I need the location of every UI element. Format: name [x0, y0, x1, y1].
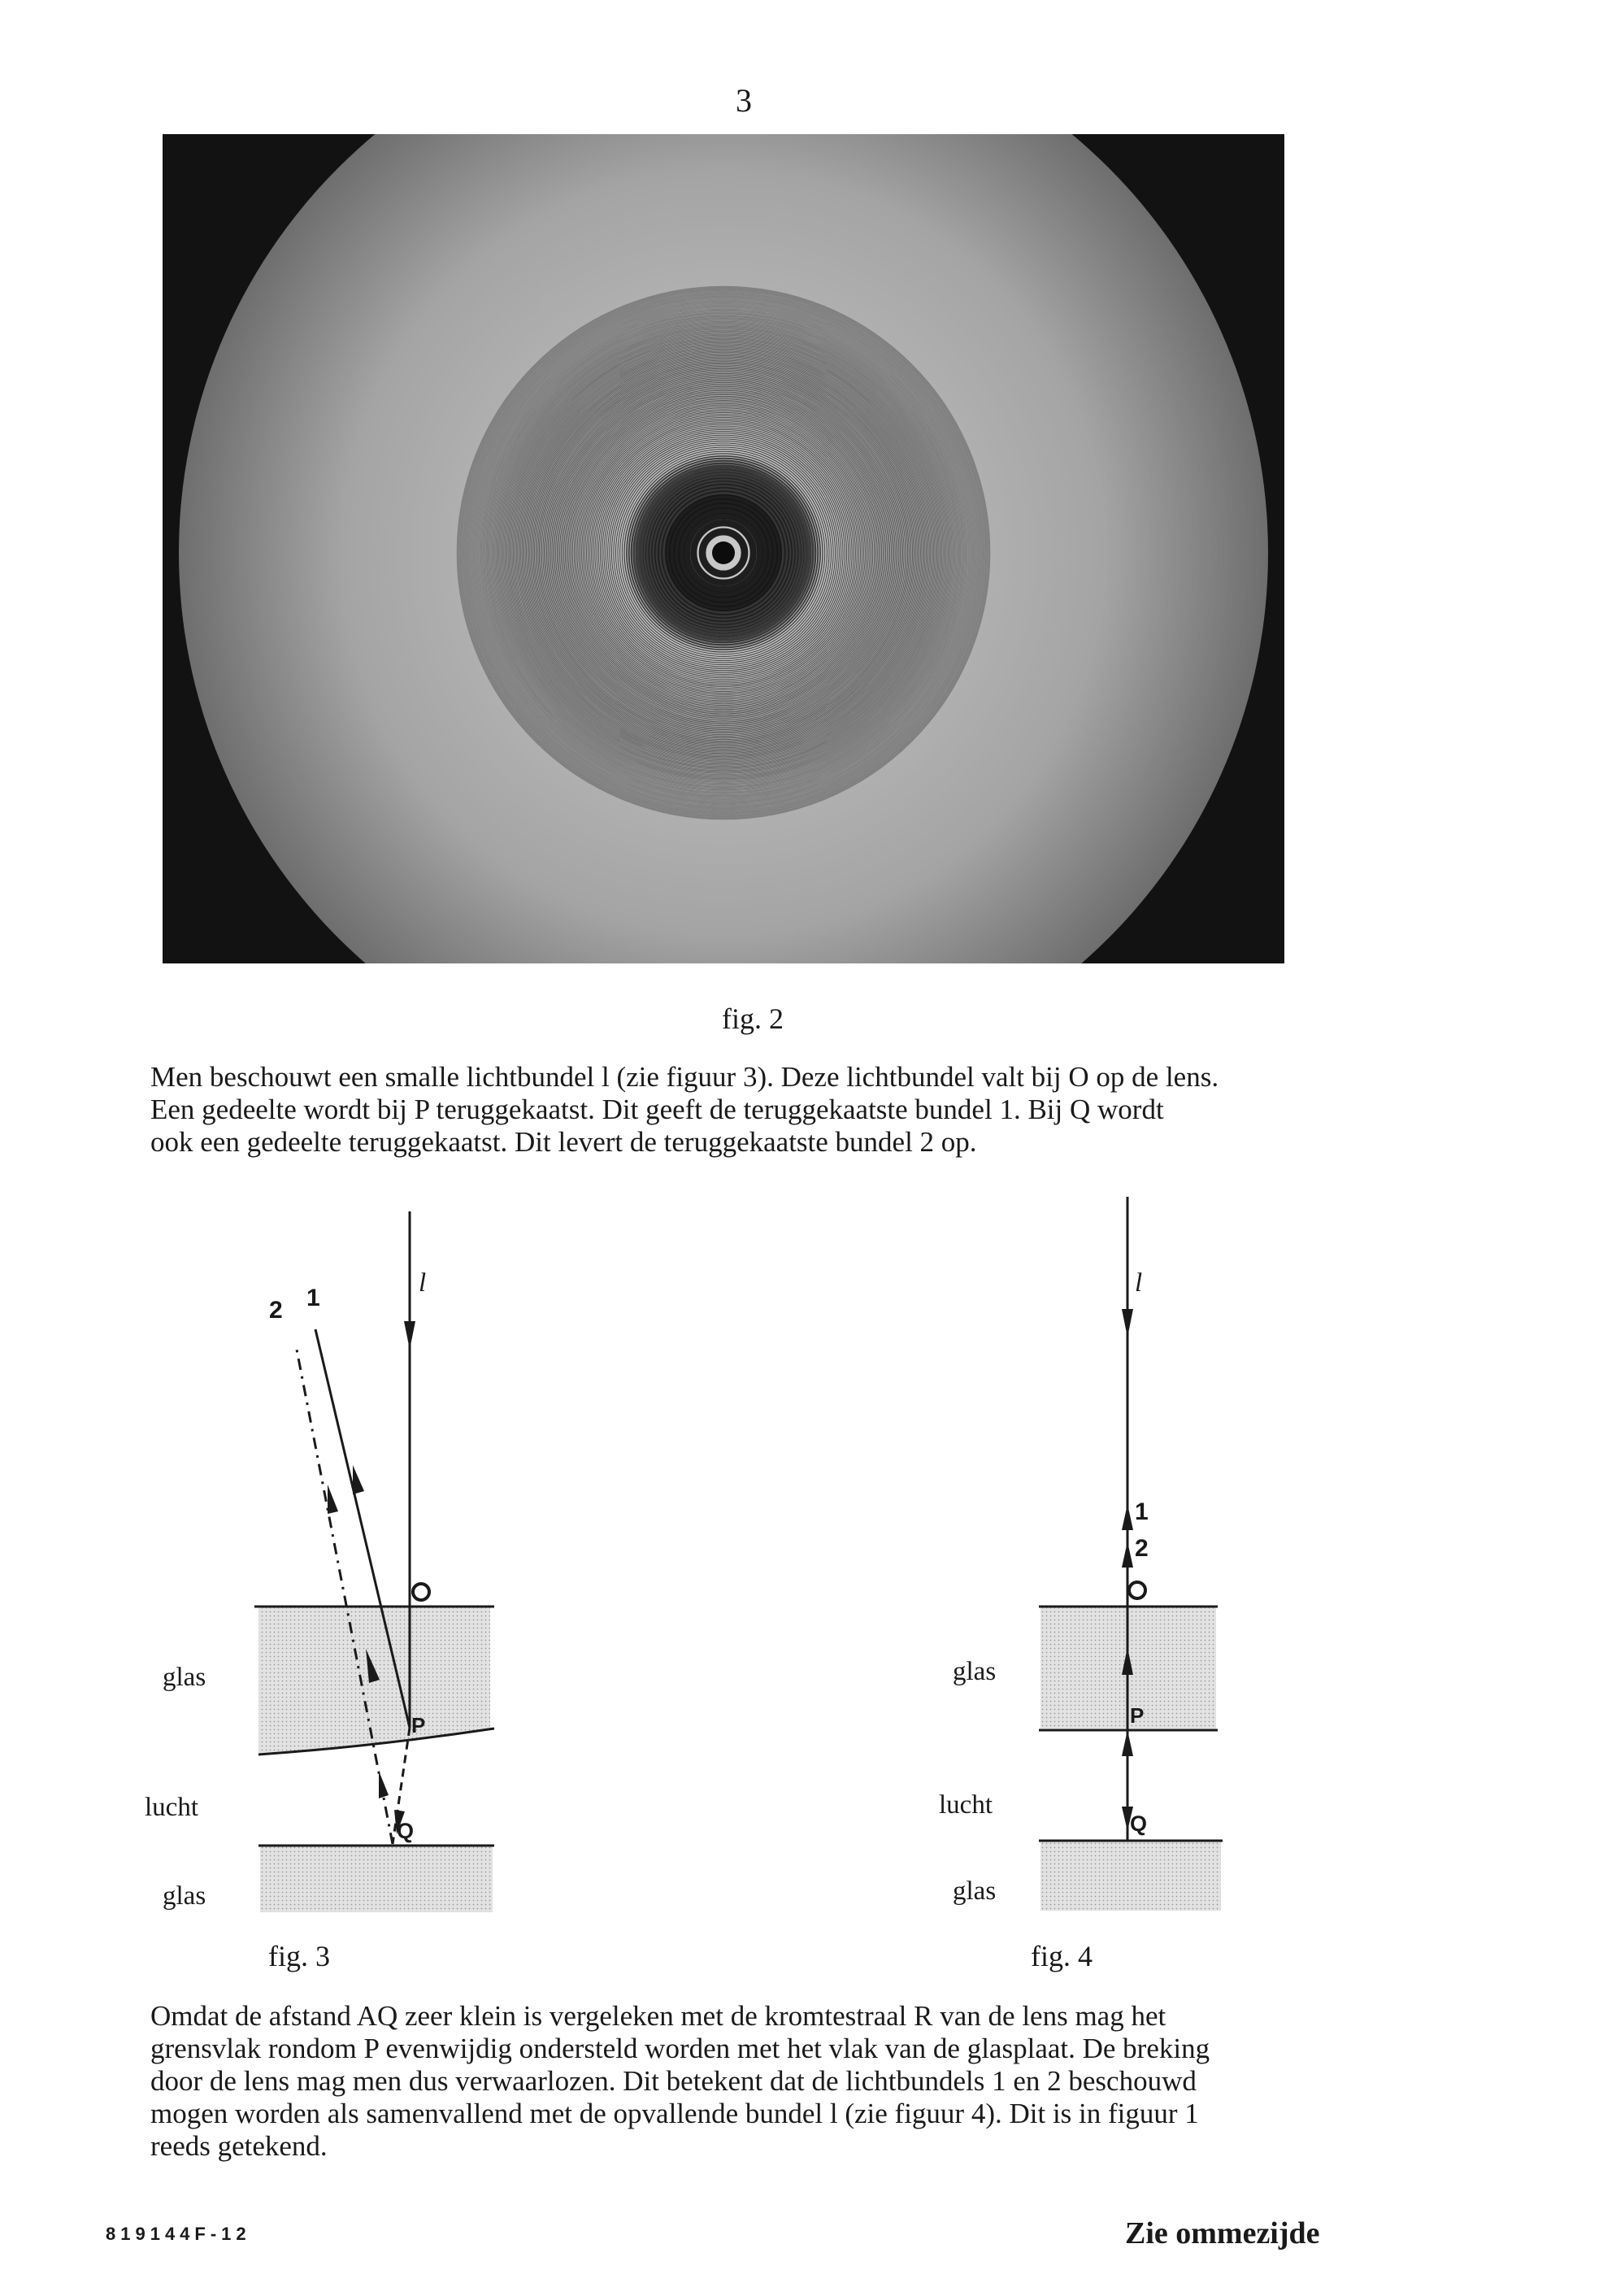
- paragraph-2: [150, 2000, 1210, 2163]
- paragraph-2-line: Omdat de afstand AQ zeer klein is vergeleken met de kromtestraal R van de lens mag het: [150, 2000, 1166, 2032]
- fig3-label-P: P: [411, 1713, 426, 1737]
- fig2-caption: fig. 2: [722, 1002, 784, 1035]
- fig3-diagram: [254, 1211, 494, 1912]
- fig3-glass-plate: [260, 1846, 493, 1912]
- paragraph-2-line: grensvlak rondom P evenwijdig ondersteld worden met het vlak van de glasplaat. De breking: [150, 2033, 1210, 2064]
- paragraph-2-line: reeds getekend.: [150, 2130, 328, 2162]
- fig3-beam-arrow: [404, 1321, 415, 1350]
- fig4-label-P: P: [1130, 1703, 1145, 1728]
- document-code: 819144F-12: [106, 2224, 251, 2244]
- fig4-diagram: [1039, 1197, 1223, 1911]
- fig4-label-beam-l: l: [1135, 1268, 1143, 1298]
- fig4-ray1-arrow: [1122, 1504, 1133, 1530]
- fig3-label-Q: Q: [397, 1819, 415, 1843]
- fig3-ray2-arrow: [379, 1771, 389, 1798]
- paragraph-1-line: ook een gedeelte teruggekaatst. Dit levert de teruggekaatste bundel 2 op.: [150, 1126, 977, 1158]
- fig3-label-glas-lens: glas: [163, 1663, 206, 1692]
- paragraph-1-line: Een gedeelte wordt bij P teruggekaatst. Dit geeft de teruggekaatste bundel 1. Bij Q wordt: [150, 1094, 1164, 1125]
- fig4-label-ray-1: 1: [1135, 1498, 1149, 1525]
- fig4-label-ray-2: 2: [1135, 1535, 1149, 1562]
- paragraph-1-line: Men beschouwt een smalle lichtbundel l (zie figuur 3). Deze lichtbundel valt bij O op de lens.: [150, 1061, 1219, 1093]
- fig4-label-glas-plate: glas: [953, 1876, 997, 1906]
- fig3-ray1-arrow: [353, 1465, 364, 1494]
- fig4-caption: fig. 4: [1031, 1940, 1093, 1972]
- fig3-label-beam-l: l: [419, 1268, 427, 1298]
- fig4-ray2-arrow: [1122, 1542, 1133, 1568]
- fig4-label-lucht: lucht: [939, 1790, 993, 1820]
- fig3-point-O: [413, 1584, 429, 1600]
- continue-overleaf: Zie ommezijde: [1125, 2216, 1320, 2250]
- fig4-beam-arrow: [1122, 1309, 1133, 1337]
- fig4-point-O: [1129, 1582, 1145, 1598]
- fig4-glass-plate: [1040, 1841, 1221, 1911]
- fig4-label-glas-lens: glas: [953, 1657, 997, 1686]
- fig4-label-Q: Q: [1130, 1811, 1148, 1836]
- fig3-ray2-arrow: [328, 1485, 338, 1514]
- fig3-label-ray-2: 2: [269, 1297, 283, 1324]
- paragraph-2-line: door de lens mag men dus verwaarlozen. Dit betekent dat de lichtbundels 1 en 2 beschouwd: [150, 2065, 1197, 2097]
- page-number: 3: [736, 82, 752, 119]
- fig4-air-arrow: [1122, 1730, 1133, 1756]
- fig3-label-glas-plate: glas: [163, 1881, 206, 1911]
- fig3-label-lucht: lucht: [145, 1793, 198, 1822]
- fig3-caption: fig. 3: [268, 1940, 330, 1972]
- paragraph-2-line: mogen worden als samenvallend met de opvallende bundel l (zie figuur 4). Dit is in figuur 1: [150, 2098, 1199, 2129]
- fig3-label-ray-1: 1: [306, 1285, 320, 1311]
